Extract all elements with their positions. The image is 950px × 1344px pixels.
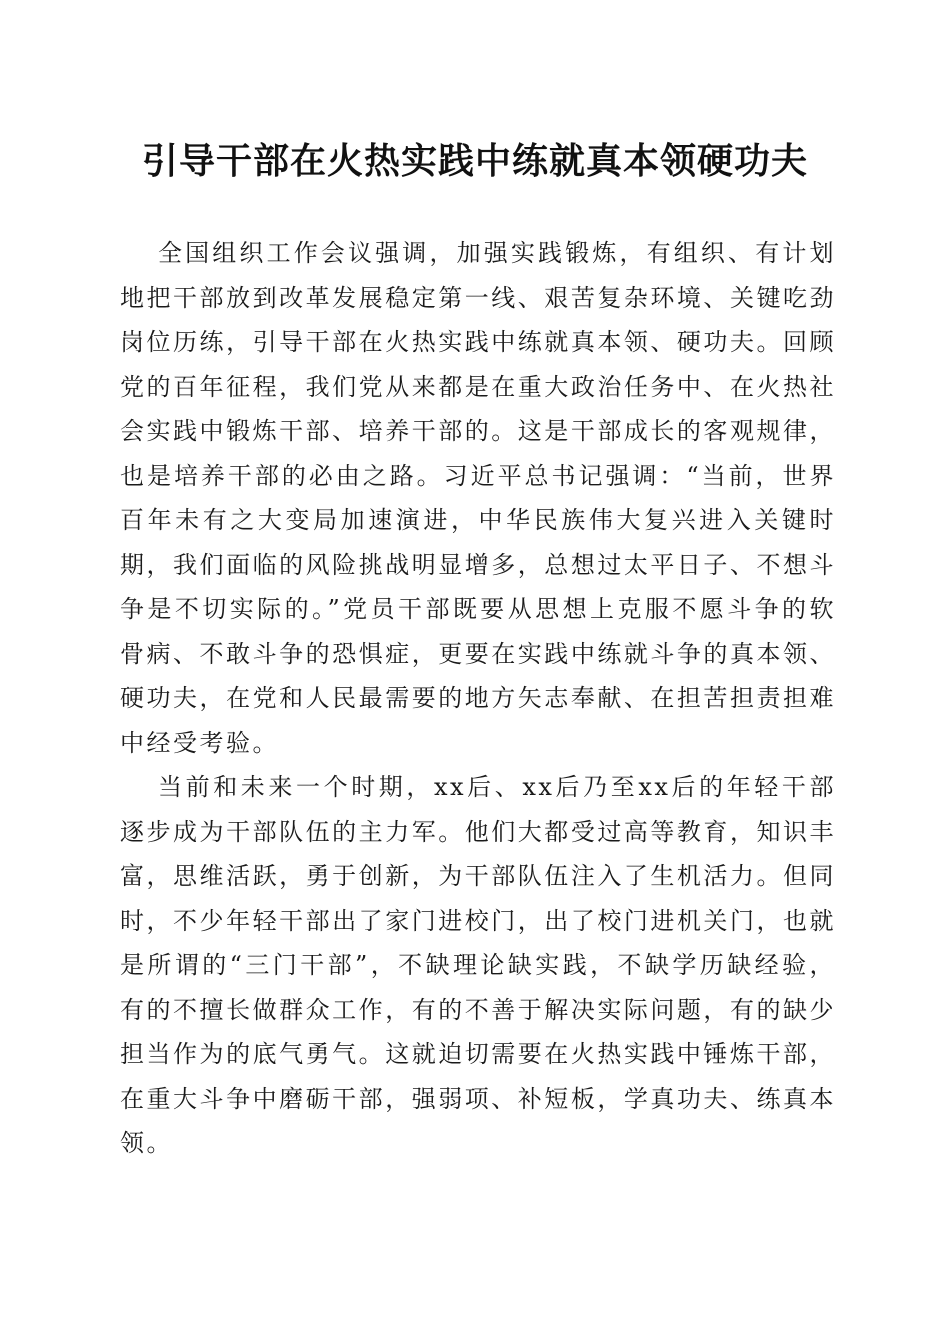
- document-body: [120, 231, 836, 1166]
- paragraph-1: 全国组织工作会议强调，加强实践锻炼，有组织、有计划地把干部放到改革发展稳定第一线、艰苦复杂环境、关键吃劲岗位历练，引导干部在火热实践中练就真本领、硬功夫。回顾党的百年征程，我们党从来都是在重大政治任务中、在火热社会实践中锻炼干部、培养干部的。这是干部成长的客观规律，也是培养干部的必由之路。习近平总书记强调：“当前，世界百年未有之大变局加速演进，中华民族伟大复兴进入关键时期，我们面临的风险挑战明显增多，总想过太平日子、不想斗争是不切实际的。”党员干部既要从思想上克服不愿斗争的软骨病、不敢斗争的恐惧症，更要在实践中练就斗争的真本领、硬功夫，在党和人民最需要的地方矢志奉献、在担苦担责担难中经受考验。: [120, 239, 836, 757]
- paragraph-2: 当前和未来一个时期，xx后、xx后乃至xx后的年轻干部逐步成为干部队伍的主力军。他们大都受过高等教育，知识丰富，思维活跃，勇于创新，为干部队伍注入了生机活力。但同时，不少年轻干部出了家门进校门，出了校门进机关门，也就是所谓的“三门干部”，不缺理论缺实践，不缺学历缺经验，有的不擅长做群众工作，有的不善于解决实际问题，有的缺少担当作为的底气勇气。这就迫切需要在火热实践中锤炼干部，在重大斗争中磨砺干部，强弱项、补短板，学真功夫、练真本领。: [120, 773, 836, 1157]
- document-title: 引导干部在火热实践中练就真本领硬功夫: [141, 140, 808, 182]
